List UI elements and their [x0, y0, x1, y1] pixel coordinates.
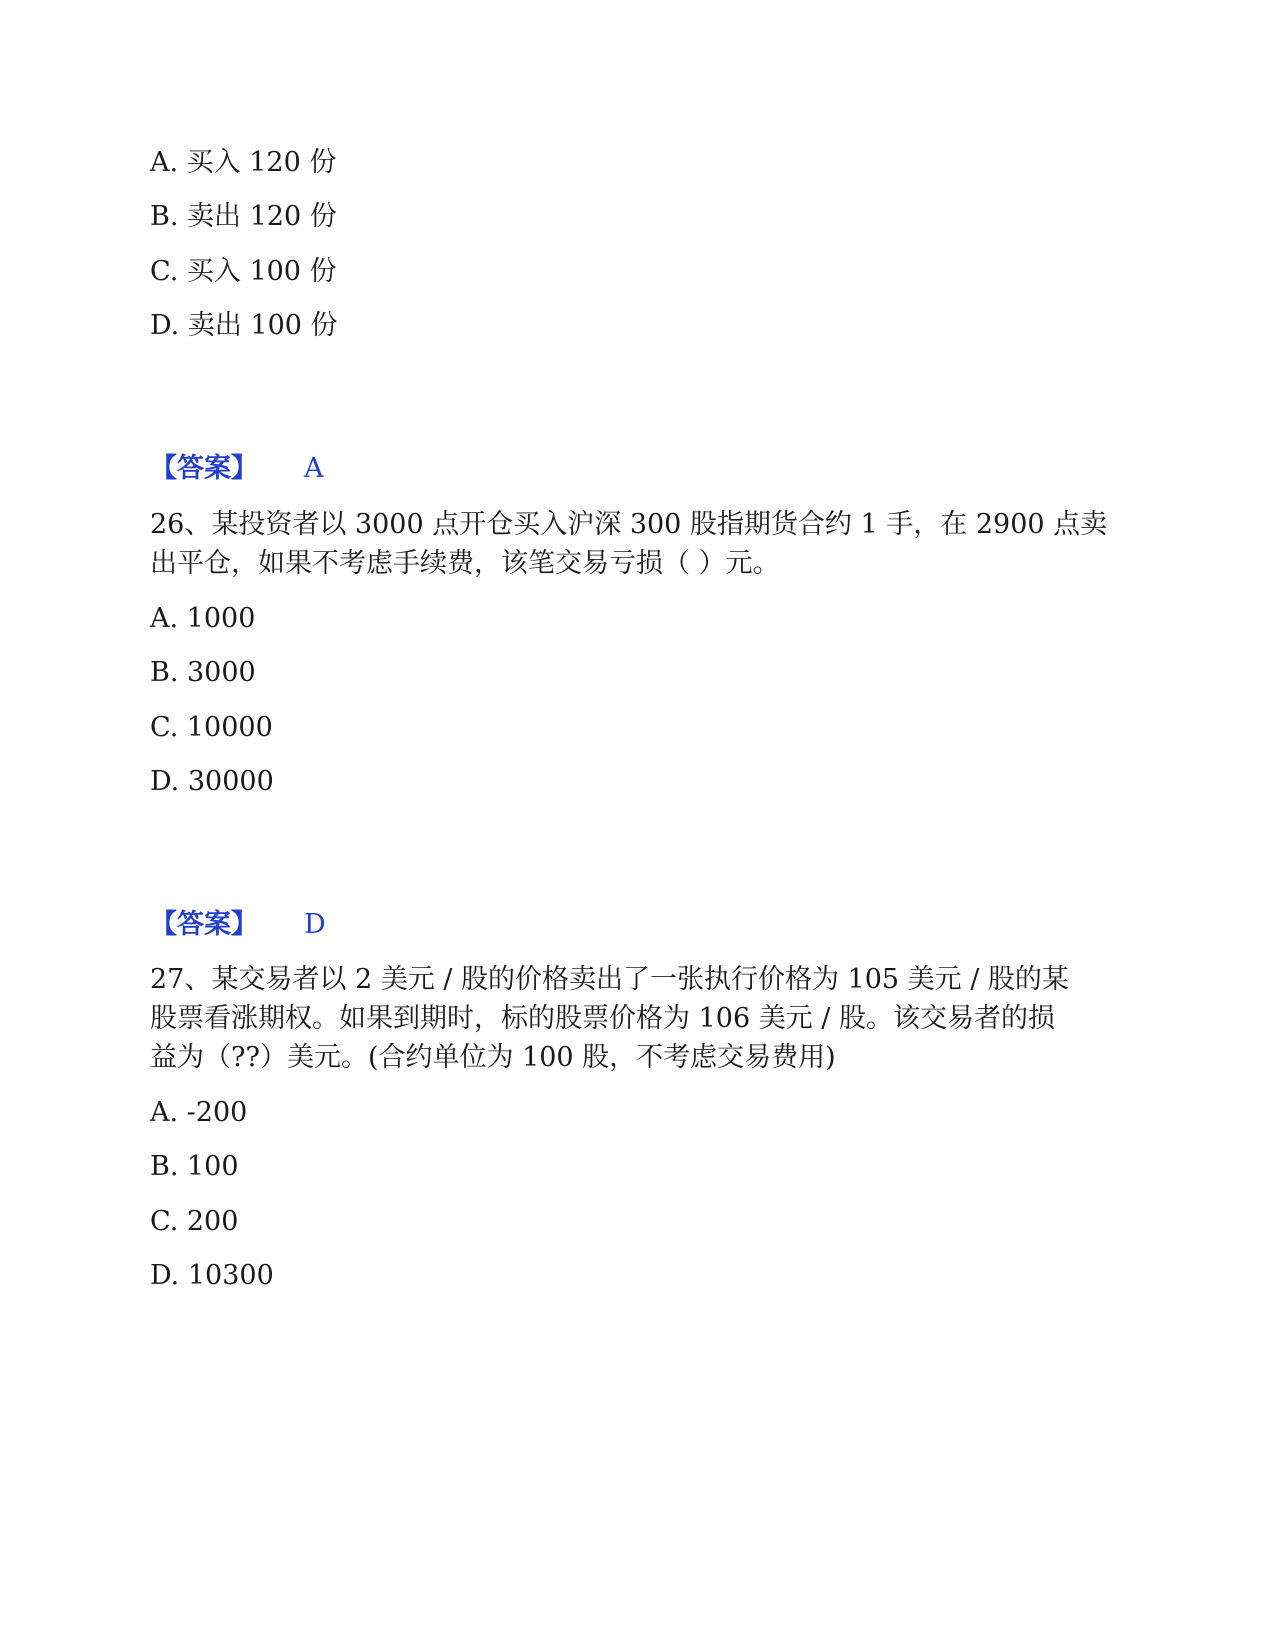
question-26-line-2: 出平仓，如果不考虑手续费，该笔交易亏损（ ）元。 [150, 548, 780, 579]
q27-option-d: D. 10300 [150, 1260, 274, 1291]
answer-line-1 [150, 449, 324, 489]
q26-option-d: D. 30000 [150, 766, 274, 797]
question-27-line-2: 股票看涨期权。如果到期时，标的股票价格为 106 美元 / 股。该交易者的损 [150, 1003, 1055, 1034]
prev-option-b: B. 卖出 120 份 [150, 201, 337, 232]
answer-value: D [304, 909, 326, 940]
prev-option-c: C. 买入 100 份 [150, 256, 337, 287]
question-27-line-1: 27、某交易者以 2 美元 / 股的价格卖出了一张执行价格为 105 美元 / 股的某 [150, 964, 1069, 995]
question-26-line-1: 26、某投资者以 3000 点开仓买入沪深 300 股指期货合约 1 手，在 2900 点卖 [150, 509, 1108, 540]
answer-label: 【答案】 [150, 909, 258, 940]
q27-option-c: C. 200 [150, 1206, 239, 1237]
answer-line-2 [150, 905, 326, 945]
q26-option-b: B. 3000 [150, 657, 256, 688]
q26-option-a: A. 1000 [150, 603, 256, 634]
prev-option-d: D. 卖出 100 份 [150, 310, 338, 341]
question-27-line-3: 益为（??）美元。(合约单位为 100 股，不考虑交易费用) [150, 1042, 836, 1073]
q26-option-c: C. 10000 [150, 712, 273, 743]
q27-option-b: B. 100 [150, 1151, 239, 1182]
q27-option-a: A. -200 [150, 1097, 248, 1128]
answer-value: A [304, 453, 324, 484]
answer-label: 【答案】 [150, 453, 258, 484]
prev-option-a: A. 买入 120 份 [150, 147, 337, 178]
